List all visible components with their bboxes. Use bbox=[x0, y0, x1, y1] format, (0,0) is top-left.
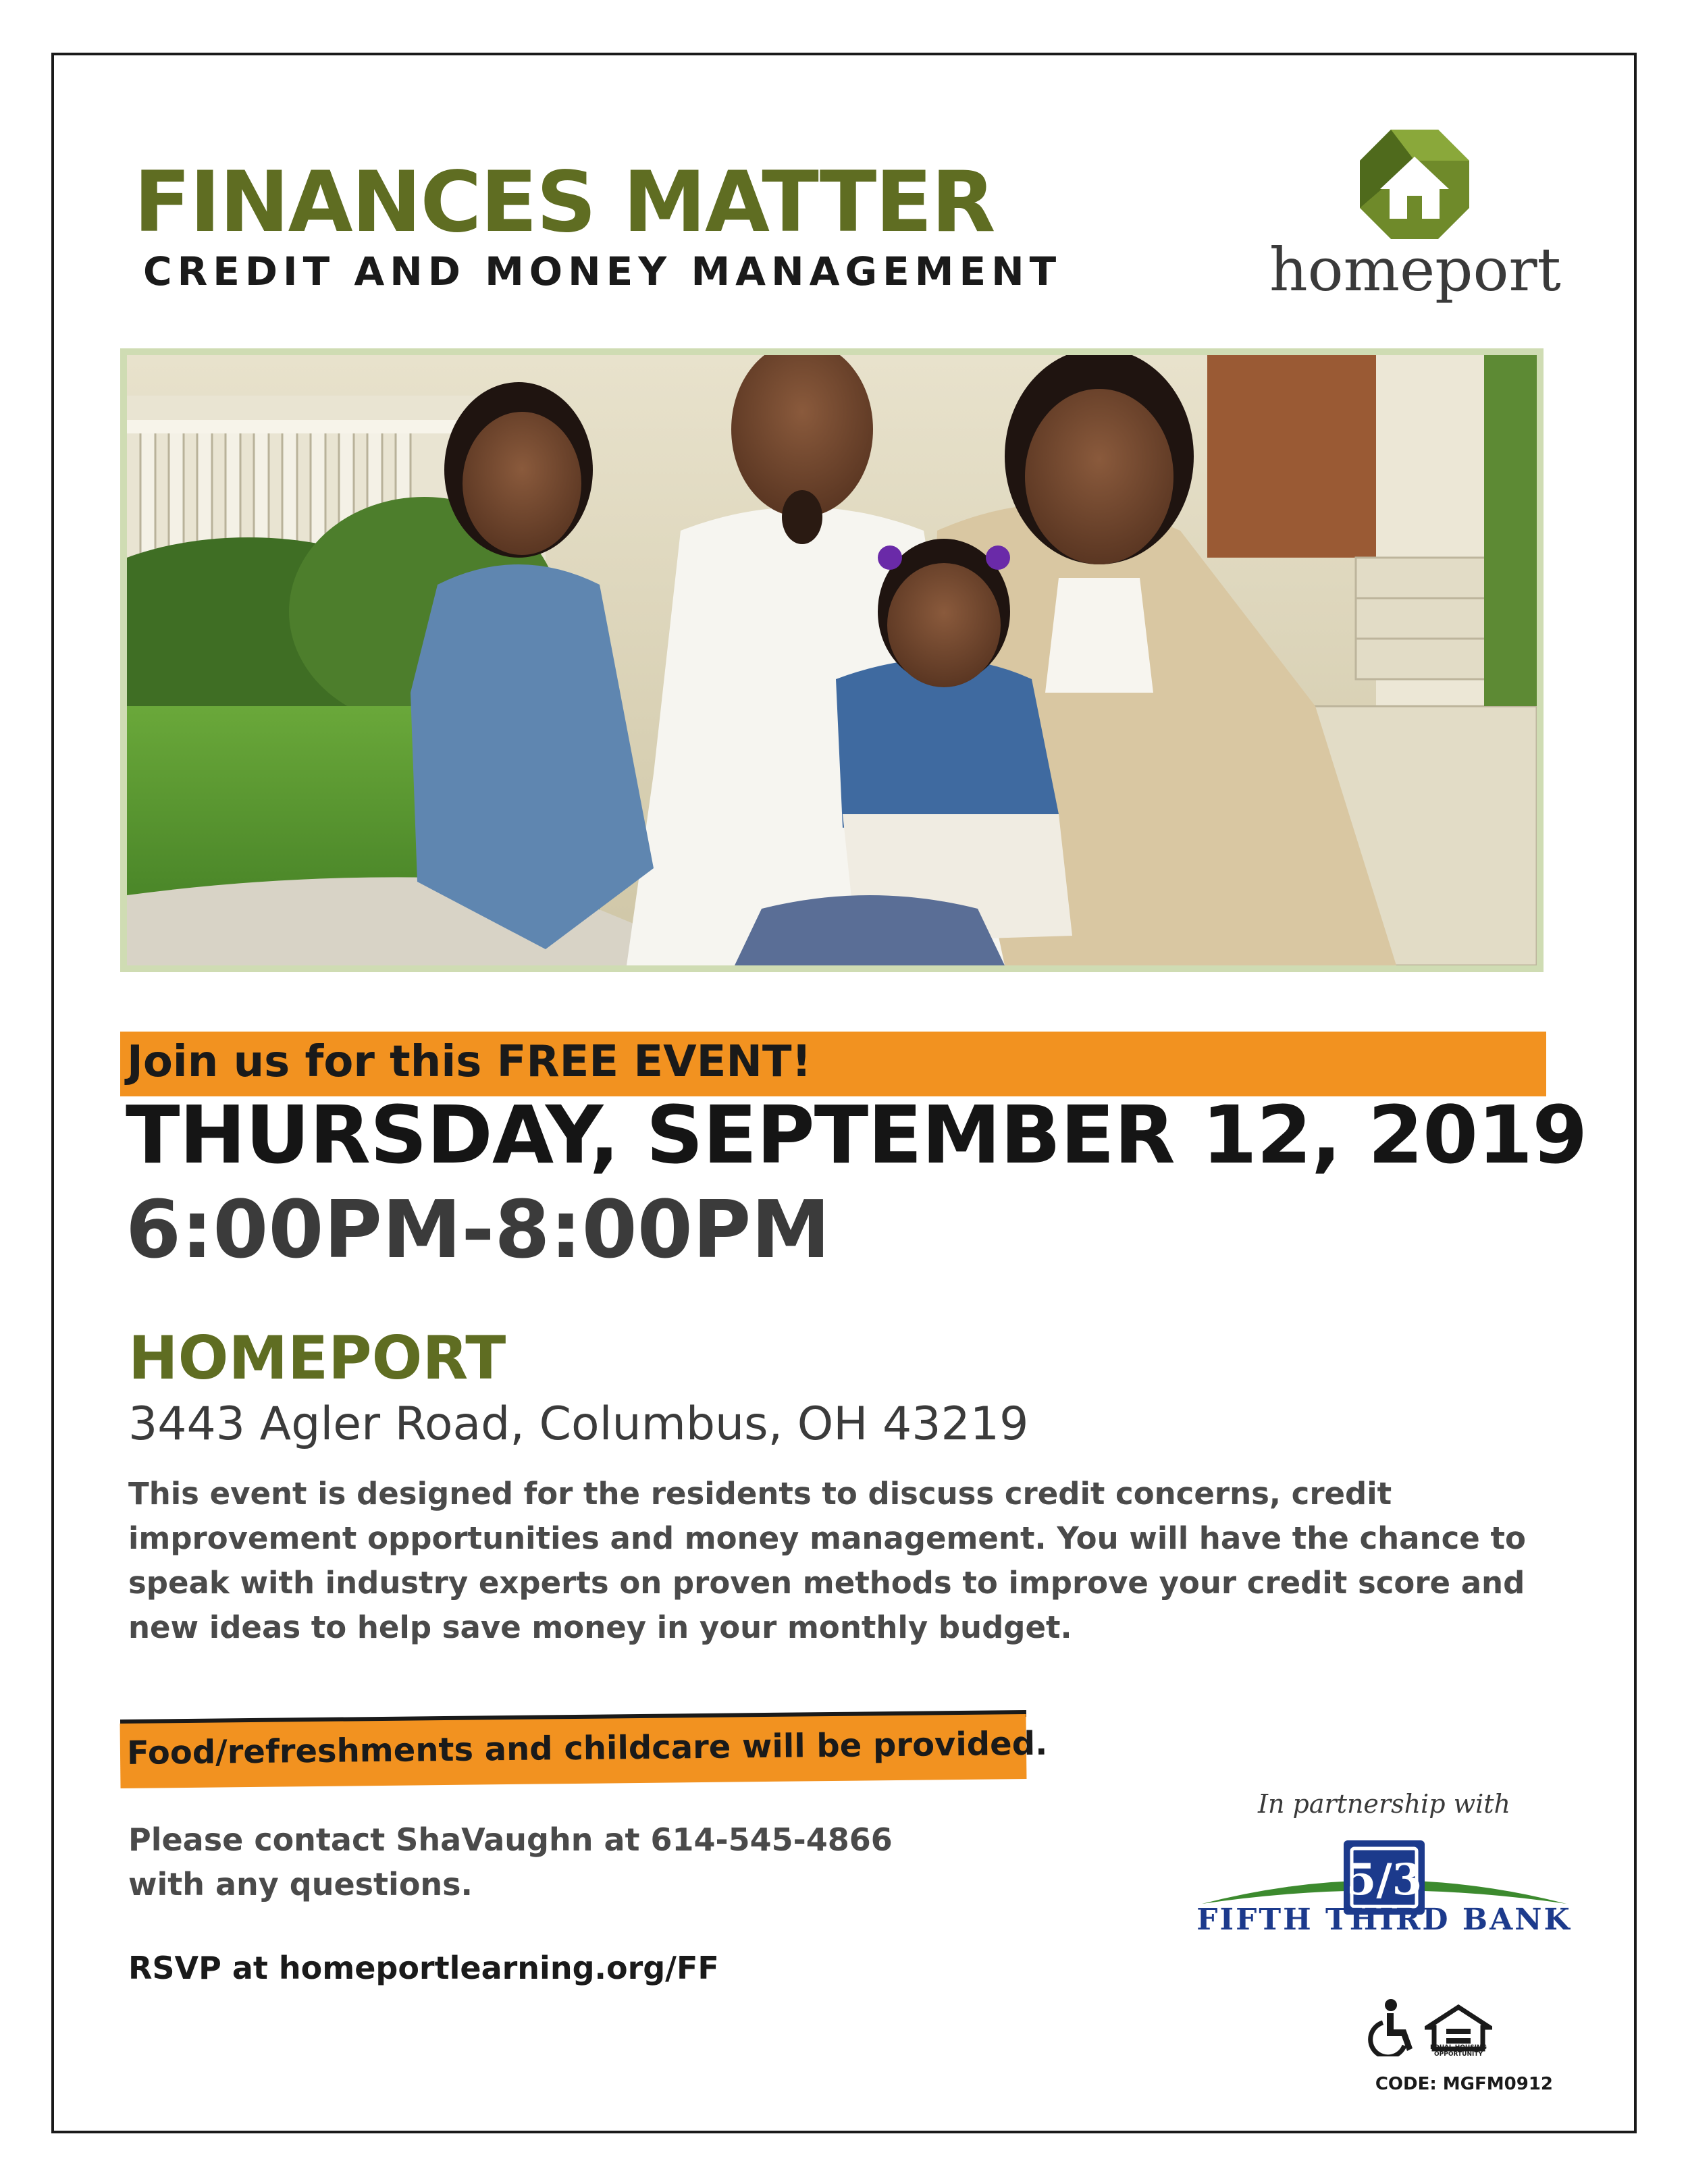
photo-frame bbox=[120, 348, 1544, 972]
equal-housing-text: EQUAL HOUSING OPPORTUNITY bbox=[1430, 2044, 1487, 2058]
homeport-logo bbox=[1269, 127, 1561, 304]
contact-line-2: with any questions. bbox=[128, 1866, 473, 1902]
provisions-banner bbox=[120, 1714, 1048, 1788]
rsvp-link[interactable]: RSVP at homeportlearning.org/FF bbox=[128, 1950, 719, 1986]
bank-name: FIFTH THIRD BANK bbox=[1196, 1902, 1572, 1937]
bank-mark: 5/3 bbox=[1346, 1855, 1423, 1905]
homeport-wordmark: homeport bbox=[1269, 235, 1561, 304]
provisions-text: Food/refreshments and childcare will be provided. bbox=[126, 1724, 1048, 1772]
event-date: THURSDAY, SEPTEMBER 12, 2019 bbox=[126, 1088, 1587, 1181]
free-event-text: Join us for this FREE EVENT! bbox=[127, 1037, 812, 1087]
free-event-banner bbox=[120, 1032, 1546, 1096]
venue-name: HOMEPORT bbox=[128, 1323, 506, 1393]
page-title: FINANCES MATTER bbox=[134, 154, 995, 251]
flyer-code: CODE: MGFM0912 bbox=[1375, 2074, 1553, 2094]
fifth-third-logo-icon bbox=[1195, 1830, 1573, 1958]
family-photo bbox=[127, 355, 1537, 965]
venue-address: 3443 Agler Road, Columbus, OH 43219 bbox=[128, 1397, 1029, 1451]
wheelchair-icon bbox=[1363, 1998, 1417, 2056]
event-time: 6:00PM-8:00PM bbox=[126, 1183, 830, 1276]
event-description: This event is designed for the residents to discuss credit concerns, credit improvement opportunities and money management. You will have the chance to speak with industry experts on proven methods to improve your credit score and new ideas to help save money in your monthly budget. bbox=[128, 1476, 1526, 1645]
contact-line-1: Please contact ShaVaughn at 614-545-4866 bbox=[128, 1821, 893, 1858]
house-octagon-icon bbox=[1357, 127, 1472, 242]
partner-label: In partnership with bbox=[1257, 1789, 1511, 1819]
page-subtitle: CREDIT AND MONEY MANAGEMENT bbox=[143, 248, 1062, 294]
contact-info bbox=[128, 1817, 1074, 1907]
